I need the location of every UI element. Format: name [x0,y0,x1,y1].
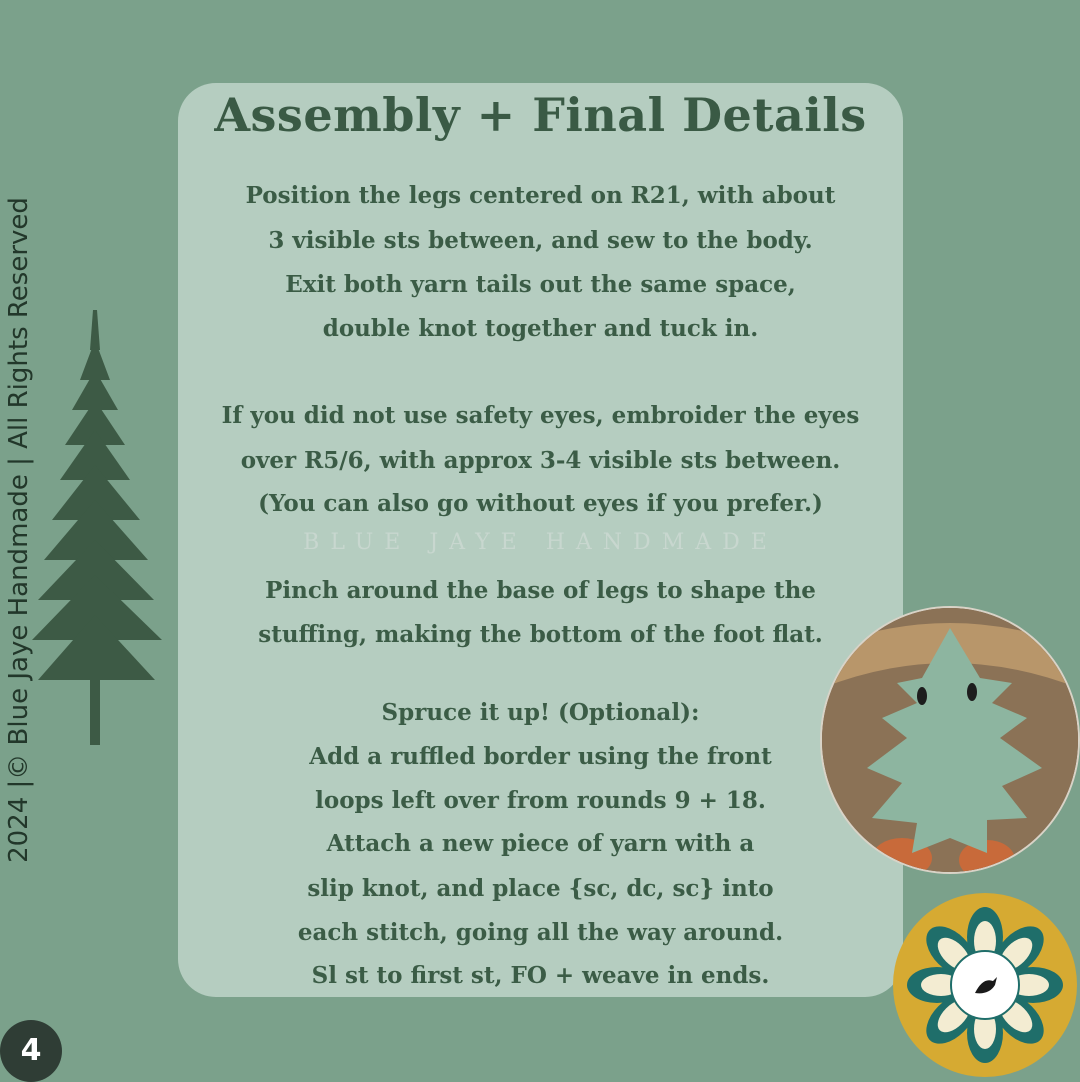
text-line: stuffing, making the bottom of the foot flat. [258,621,823,648]
brand-logo [892,892,1078,1078]
spruce-tree-icon [30,310,170,750]
text-line: over R5/6, with approx 3-4 visible sts between. [240,447,841,474]
text-line: slip knot, and place {sc, dc, sc} into [307,875,774,902]
page-number-badge: 4 [0,1020,62,1082]
plush-photo [820,606,1080,874]
text-line: loops left over from rounds 9 + 18. [315,787,766,814]
text-line: Sl st to first st, FO + weave in ends. [311,962,770,989]
plush-image [822,608,1078,872]
page-title: Assembly + Final Details [214,88,867,142]
text-line: If you did not use safety eyes, embroider the eyes [221,402,860,429]
text-line: double knot together and tuck in. [322,315,759,342]
text-line: Pinch around the base of legs to shape the [265,577,816,604]
watermark: BLUE JAYE HANDMADE [303,530,778,555]
copyright-text: 2024 |© Blue Jaye Handmade | All Rights Reserved [4,197,34,863]
text-line: (You can also go without eyes if you prefer.) [258,490,823,517]
text-line: each stitch, going all the way around. [297,919,784,946]
text-line: Exit both yarn tails out the same space, [285,271,796,298]
text-line: Spruce it up! (Optional): [381,699,700,726]
text-line: Add a ruffled border using the front [309,743,772,770]
text-line: Attach a new piece of yarn with a [326,830,755,857]
text-line: Position the legs centered on R21, with about [245,182,836,209]
text-line: 3 visible sts between, and sew to the body. [268,227,813,254]
